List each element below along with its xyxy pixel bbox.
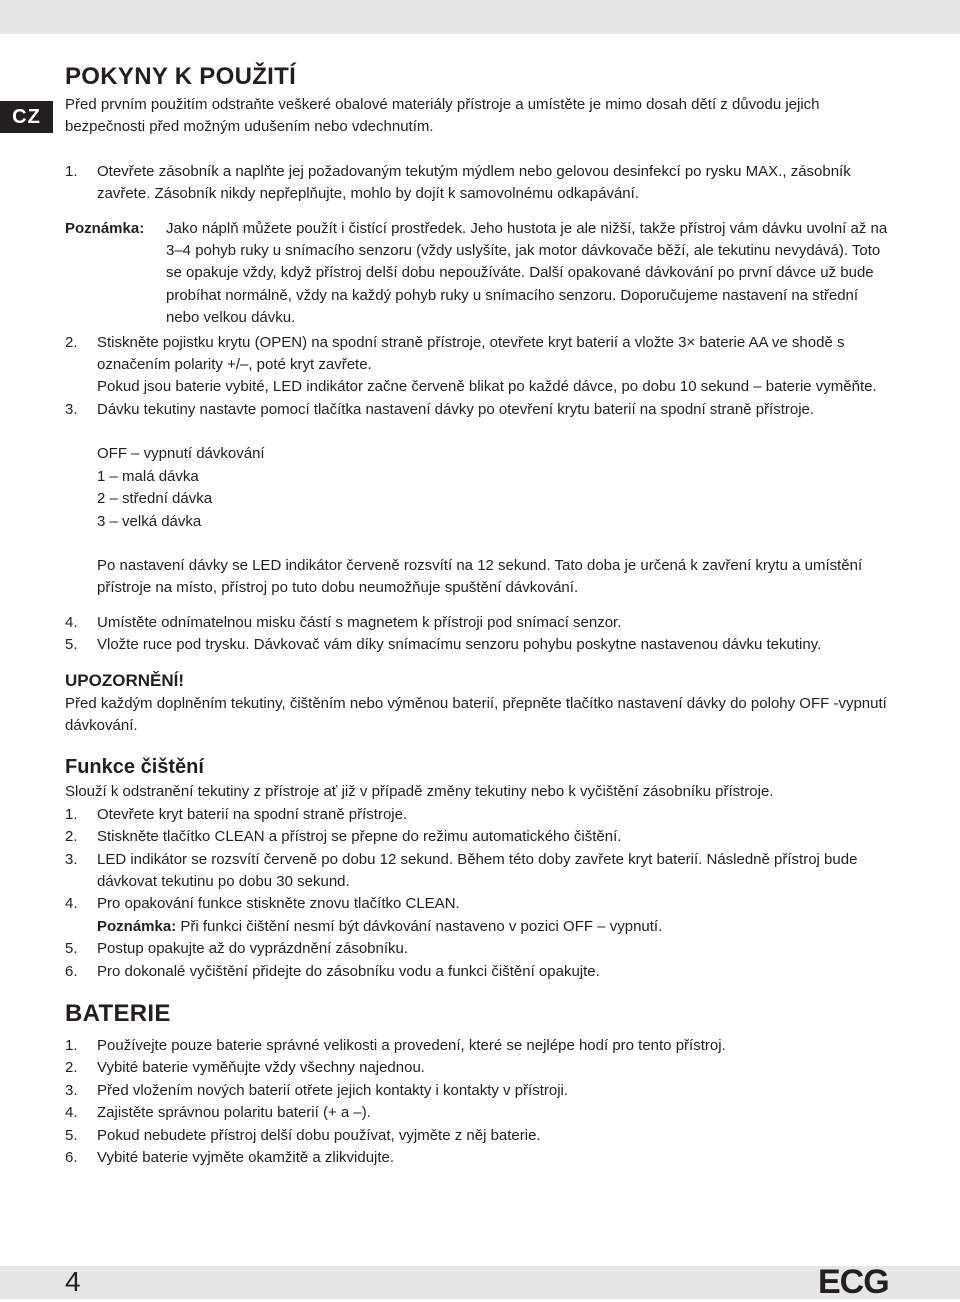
dose-note: Po nastavení dávky se LED indikátor červeně rozsvítí na 12 sekund. Tato doba je určená k zavření krytu a umístění přístroje na místo, přístroj po tuto dobu neumožňuje spuštění dávkování. — [97, 556, 863, 597]
step-number: 5. — [65, 636, 78, 654]
dose-level-item: 1 – malá dávka — [97, 467, 199, 485]
cleaning-step — [65, 938, 895, 960]
step-text: Vybité baterie vyměňujte vždy všechny najednou. — [97, 1059, 425, 1077]
language-tab: CZ — [0, 101, 53, 133]
step-number: 6. — [65, 962, 78, 980]
step-number: 2. — [65, 828, 78, 846]
step-number: 4. — [65, 895, 78, 913]
step-number: 4. — [65, 1104, 78, 1122]
header-bar — [0, 0, 960, 34]
cleaning-note — [97, 916, 895, 938]
warning-title: UPOZORNĚNÍ! — [65, 670, 184, 690]
step-text: Před vložením nových baterií otřete jejich kontakty i kontakty v přístroji. — [97, 1081, 569, 1099]
step-number: 1. — [65, 1037, 78, 1054]
step-text: Zajistěte správnou polaritu baterií (+ a –). — [97, 1104, 371, 1122]
note-block — [65, 218, 895, 330]
step-text: Pro opakování funkce stiskněte znovu tlačítko CLEAN. — [97, 895, 460, 913]
step-number: 1. — [65, 805, 78, 823]
page-number: 4 — [65, 1266, 81, 1297]
step-number: 3. — [65, 1081, 78, 1099]
main-content — [65, 60, 895, 1169]
battery-item — [65, 1035, 895, 1057]
footer-bar — [0, 1266, 960, 1299]
battery-item — [65, 1147, 895, 1169]
cleaning-step — [65, 849, 895, 894]
step-text: Otevřete kryt baterií na spodní straně přístroje. — [97, 805, 408, 823]
step-number: 2. — [65, 1059, 78, 1077]
step-number: 1. — [65, 162, 78, 180]
step-text: Stiskněte tlačítko CLEAN a přístroj se přepne do režimu automatického čištění. — [97, 828, 622, 846]
step-number: 3. — [65, 850, 78, 868]
note-text: Při funkci čištění nesmí být dávkování nastaveno v pozici OFF – vypnutí. — [180, 917, 663, 935]
cleaning-title: Funkce čištění — [65, 756, 204, 779]
step-text: Vybité baterie vyjměte okamžitě a zlikvidujte. — [97, 1149, 395, 1167]
step-5 — [65, 634, 895, 656]
step-number: 5. — [65, 1126, 78, 1144]
battery-list — [65, 1035, 895, 1169]
cleaning-step — [65, 961, 895, 983]
step-4 — [65, 612, 895, 634]
step-1 — [65, 161, 895, 206]
cleaning-step — [65, 893, 895, 938]
step-text: LED indikátor se rozsvítí červeně po dobu 12 sekund. Během této doby zavřete kryt baterií. Následně přístroj bude dávkovat tekutinu po dobu 30 sekund. — [97, 850, 858, 890]
note-label: Poznámka: — [65, 219, 145, 237]
dose-level-item: 2 – střední dávka — [97, 490, 213, 508]
step-text: Stiskněte pojistku krytu (OPEN) na spodní straně přístroje, otevřete kryt baterií a vložte 3× baterie AA ve shodě s označením polarity +/–, poté kryt zavřete. — [97, 333, 845, 374]
battery-title: BATERIE — [65, 1000, 171, 1027]
step-3 — [65, 399, 895, 421]
step-number: 6. — [65, 1149, 78, 1167]
battery-item — [65, 1057, 895, 1079]
note-label: Poznámka: — [97, 917, 177, 935]
dose-levels — [65, 443, 895, 533]
intro-text: Před prvním použitím odstraňte veškeré obalové materiály přístroje a umístěte je mimo dosah dětí z důvodu jejich bezpečnosti před možným udušením nebo vdechnutím. — [65, 96, 820, 136]
step-text: Postup opakujte až do vyprázdnění zásobníku. — [97, 940, 409, 958]
battery-item — [65, 1102, 895, 1124]
warning-text: Před každým doplněním tekutiny, čištěním nebo výměnou baterií, přepněte tlačítko nastavení dávky do polohy OFF -vypnutí dávkování. — [65, 694, 887, 734]
cleaning-step — [65, 826, 895, 848]
brand-logo: ECG — [818, 1263, 889, 1301]
page-title: POKYNY K POUŽITÍ — [65, 63, 297, 90]
step-number: 3. — [65, 400, 78, 418]
cleaning-step — [65, 804, 895, 826]
step-text: Pokud nebudete přístroj delší dobu používat, vyjměte z něj baterie. — [97, 1126, 541, 1144]
step-text: Umístěte odnímatelnou misku částí s magnetem k přístroji pod snímací senzor. — [97, 613, 622, 631]
step-number: 4. — [65, 613, 78, 631]
cleaning-intro: Slouží k odstranění tekutiny z přístroje ať již v případě změny tekutiny nebo k vyčištění zásobníku přístroje. — [65, 783, 774, 801]
step-text: Používejte pouze baterie správné velikosti a provedení, které se nejlépe hodí pro tento přístroj. — [97, 1037, 726, 1054]
step-text-battery-low: Pokud jsou baterie vybité, LED indikátor začne červeně blikat po každé dávce, po dobu 10 sekund – baterie vyměňte. — [97, 378, 877, 396]
note-text: Jako náplň můžete použít i čistící prostředek. Jeho hustota je ale nižší, takže přístroj vám dávku uvolní až na 3–4 pohyb ruky u snímacího senzoru (vždy uslyšíte, jak motor dávkovače běží, ale tekutinu nevydává). Toto se opakuje vždy, když přístroj delší dobu nepoužíváte. Další opakované dávkování po první dávce už bude probíhat normálně, vždy na každý pohyb ruky u snímacího senzoru. Doporučujeme nastavení na střední nebo velkou dávku. — [166, 219, 888, 327]
battery-item — [65, 1125, 895, 1147]
step-text: Vložte ruce pod trysku. Dávkovač vám díky snímacímu senzoru pohybu poskytne nastavenou dávku tekutiny. — [97, 636, 822, 654]
step-number: 5. — [65, 940, 78, 958]
dose-level-item: OFF – vypnutí dávkování — [97, 445, 265, 463]
battery-item — [65, 1080, 895, 1102]
step-text: Dávku tekutiny nastavte pomocí tlačítka nastavení dávky po otevření krytu baterií na spodní straně přístroje. — [97, 400, 815, 418]
step-text: Pro dokonalé vyčištění přidejte do zásobníku vodu a funkci čištění opakujte. — [97, 962, 600, 980]
step-text: Otevřete zásobník a naplňte jej požadovaným tekutým mýdlem nebo gelovou desinfekcí po rysku MAX., zásobník zavřete. Zásobník nikdy nepřeplňujte, mohlo by dojít k samovolnému odkapávání. — [97, 162, 851, 203]
dose-level-item: 3 – velká dávka — [97, 512, 202, 530]
step-number: 2. — [65, 333, 78, 351]
step-2 — [65, 332, 895, 399]
